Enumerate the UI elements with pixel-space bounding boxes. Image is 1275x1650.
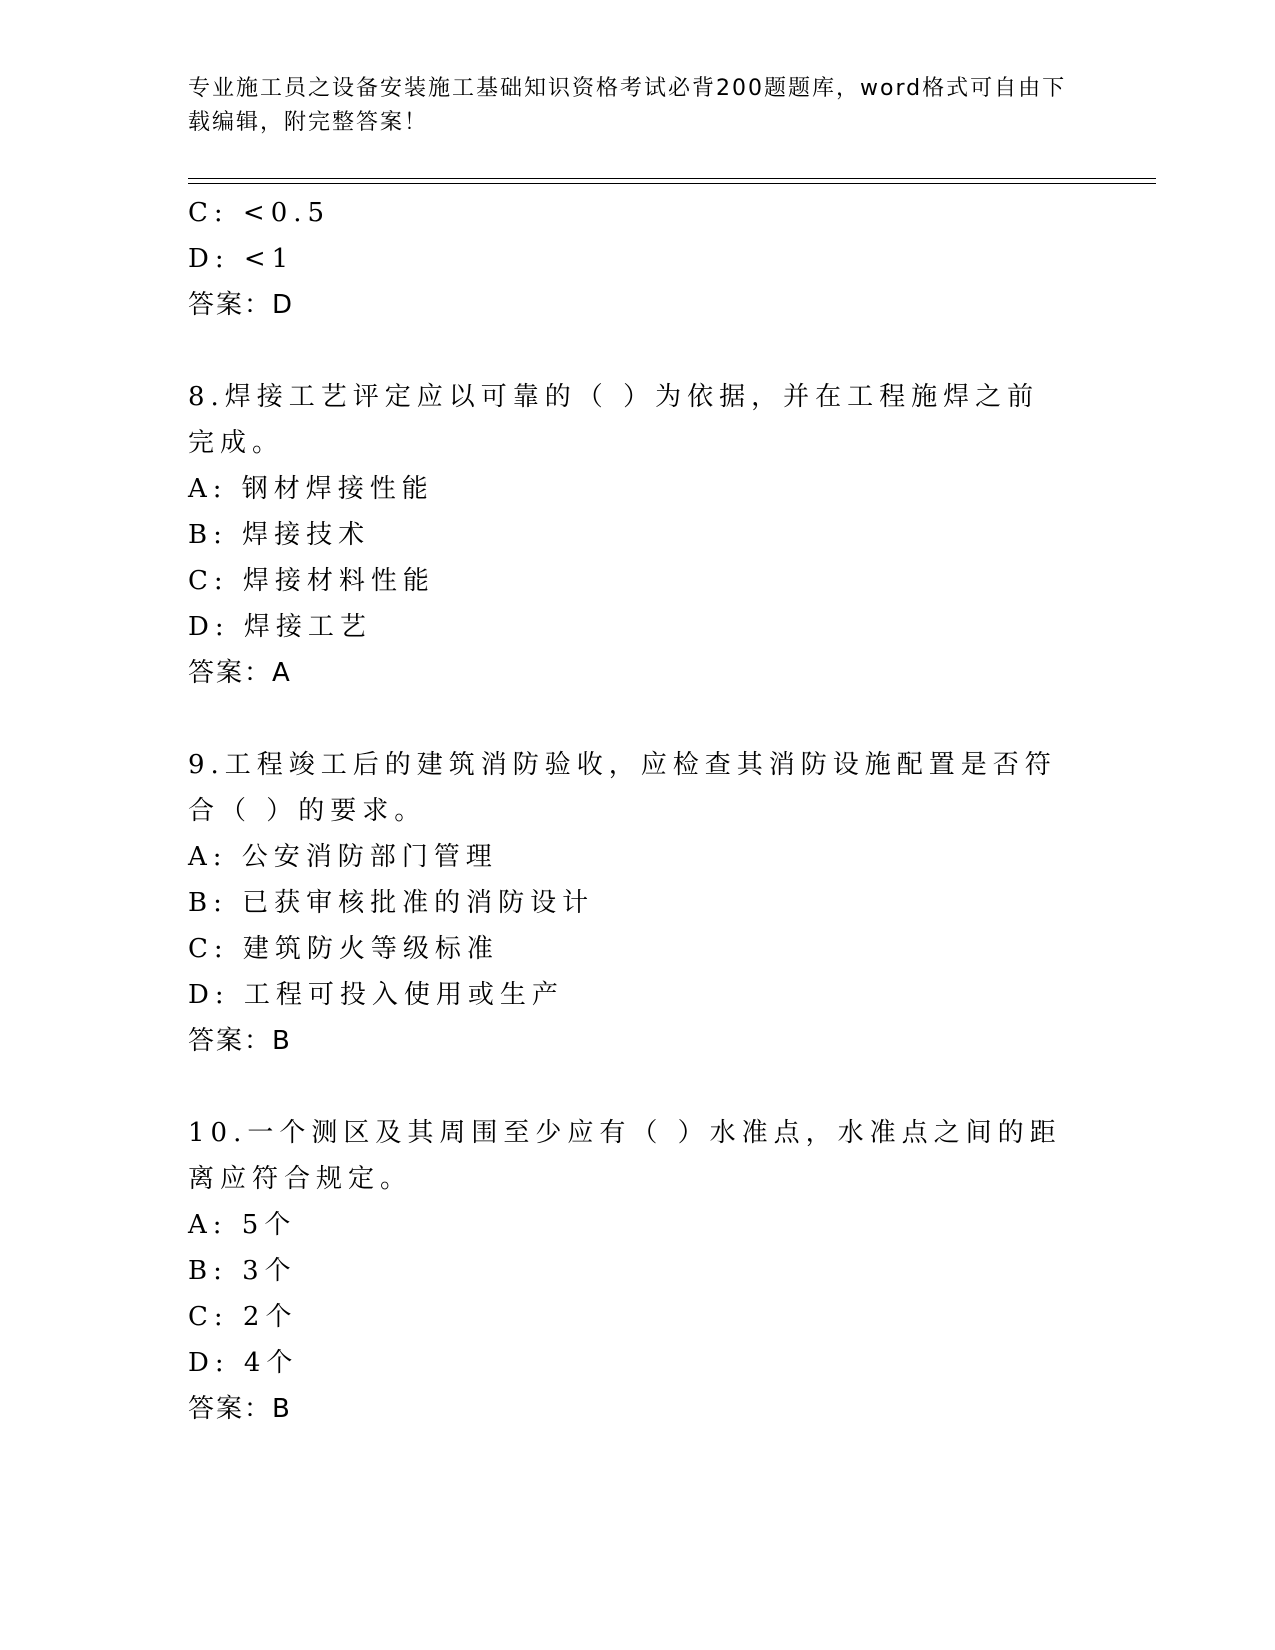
option-c: C: 焊接材料性能 — [188, 566, 435, 596]
question-text: 8.焊接工艺评定应以可靠的（ ）为依据，并在工程施焊之前完成。 — [188, 382, 1040, 458]
option-a: A: 钢材焊接性能 — [188, 474, 434, 504]
spacer — [188, 696, 1088, 742]
question-text: 10.一个测区及其周围至少应有（ ）水准点，水准点之间的距离应符合规定。 — [188, 1118, 1062, 1194]
document-body — [188, 190, 1088, 1432]
option-d: D: 4个 — [188, 1348, 299, 1378]
option-c: C: <0.5 — [188, 198, 331, 228]
question-block-9 — [188, 742, 1088, 1064]
answer-line: 答案：B — [188, 1026, 292, 1056]
option-a: A: 公安消防部门管理 — [188, 842, 498, 872]
answer-line: 答案：B — [188, 1394, 292, 1424]
option-c: C: 2个 — [188, 1302, 298, 1332]
spacer — [188, 328, 1088, 374]
option-d: D: 焊接工艺 — [188, 612, 372, 642]
document-header: 专业施工员之设备安装施工基础知识资格考试必背200题题库，word格式可自由下载编辑，附完整答案！ — [188, 76, 1067, 135]
answer-line: 答案：D — [188, 290, 295, 320]
option-c: C: 建筑防火等级标准 — [188, 934, 499, 964]
option-b: B: 已获审核批准的消防设计 — [188, 888, 595, 918]
question-block-10 — [188, 1110, 1088, 1432]
header-divider-bottom — [188, 183, 1156, 184]
question-text: 9.工程竣工后的建筑消防验收，应检查其消防设施配置是否符合（ ）的要求。 — [188, 750, 1057, 826]
answer-line: 答案：A — [188, 658, 292, 688]
option-d: D: 工程可投入使用或生产 — [188, 980, 564, 1010]
option-a: A: 5个 — [188, 1210, 297, 1240]
header-divider-top — [188, 178, 1156, 179]
option-d: D: <1 — [188, 244, 295, 274]
question-block-7-partial — [188, 190, 1088, 328]
spacer — [188, 1064, 1088, 1110]
option-b: B: 3个 — [188, 1256, 297, 1286]
question-block-8 — [188, 374, 1088, 696]
option-b: B: 焊接技术 — [188, 520, 371, 550]
